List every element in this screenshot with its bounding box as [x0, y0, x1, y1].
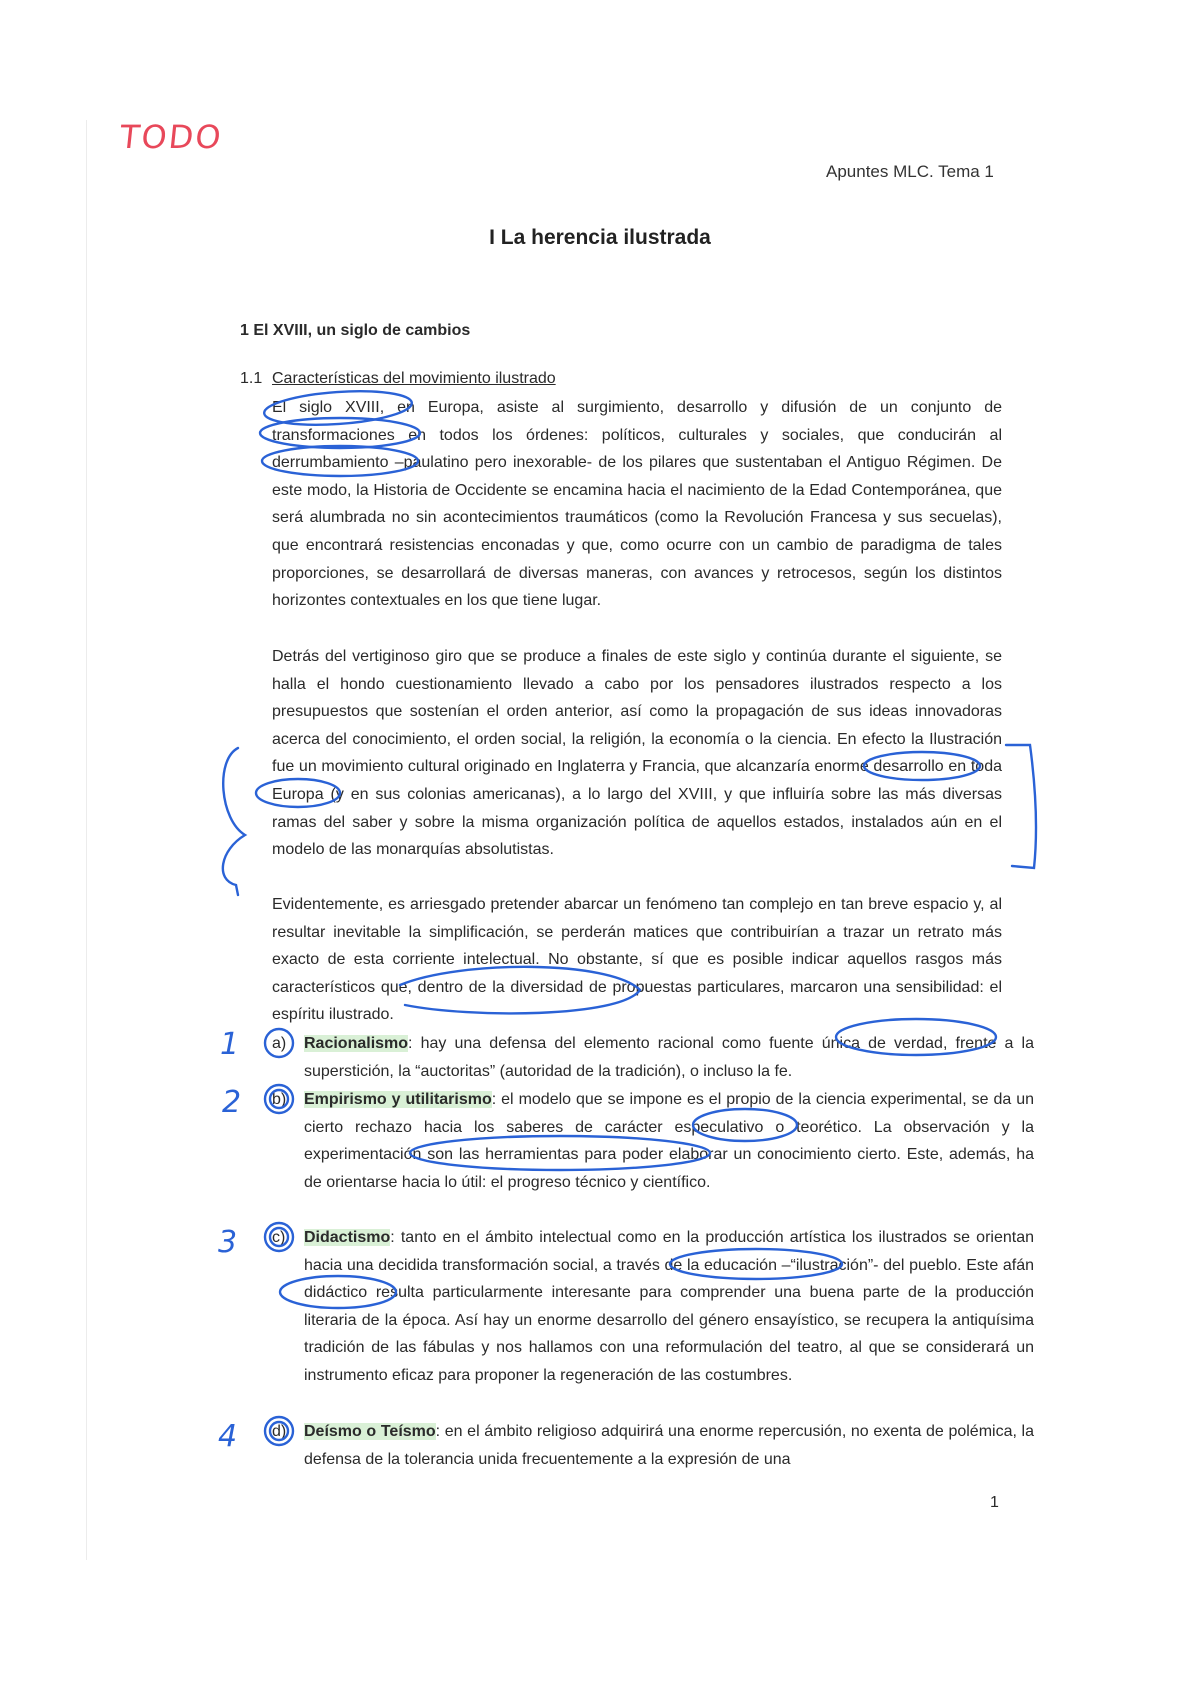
list-letter: a)	[272, 1035, 287, 1052]
running-header: Apuntes MLC. Tema 1	[826, 162, 994, 181]
list-term: Empirismo y utilitarismo	[304, 1091, 492, 1108]
list-letter: c)	[272, 1229, 286, 1246]
list-term: Racionalismo	[304, 1035, 409, 1052]
list-letter: b)	[272, 1091, 287, 1108]
section-heading: 1 El XVIII, un siglo de cambios	[240, 322, 471, 339]
margin-number-1: 1	[220, 1027, 240, 1062]
list-text: : tanto en el ámbito intelectual como en la producción artística los ilustrados se orientan hacia una decidida transformación social, a través de la educación –“ilustración”- del pueblo. Este afán didáctico resulta particularmente interesante para comprender una buena parte de la producción literaria de la época. Así hay un enorme desarrollo del género ensayístico, se recupera la antiquísima tradición de las fábulas y nos hallamos con una reformulación del teatro, al que se considerará un instrumento eficaz para proponer la regeneración de las costumbres.	[304, 1229, 1034, 1384]
list-letter: d)	[272, 1423, 287, 1440]
list-item-empirismo	[272, 1086, 1034, 1196]
margin-number-2: 2	[222, 1085, 242, 1120]
margin-number-4: 4	[218, 1419, 238, 1454]
paragraph-2: Detrás del vertiginoso giro que se produce a finales de este siglo y continúa durante el siguiente, se halla el hondo cuestionamiento llevado a cabo por los pensadores ilustrados respecto a los presupuestos que sostenían el orden anterior, así como la propagación de sus ideas innovadoras acerca del conocimiento, el orden social, la religión, la economía o la ciencia. En efecto la Ilustración fue un movimiento cultural originado en Inglaterra y Francia, que alcanzaría enorme desarrollo en toda Europa (y en sus colonias americanas), a lo largo del XVIII, y que influiría sobre las más diversas ramas del saber y sobre la misma organización política de aquellos estados, instalados aún en el modelo de las monarquías absolutistas.	[272, 648, 1002, 859]
list-item-racionalismo	[272, 1030, 1034, 1085]
margin-number-3: 3	[218, 1225, 238, 1260]
list-item-deismo	[272, 1418, 1034, 1473]
list-term: Deísmo o Teísmo	[304, 1423, 436, 1440]
document-title: I La herencia ilustrada	[489, 226, 711, 249]
paragraph-3: Evidentemente, es arriesgado pretender abarcar un fenómeno tan complejo en tan breve espacio y, al resultar inevitable la simplificación, se perderán matices que contribuirían a trazar un retrato más exacto de esta corriente intelectual. No obstante, sí que es posible indicar aquellos rasgos más característicos que, dentro de la diversidad de propuestas particulares, marcaron una sensibilidad: el espíritu ilustrado.	[272, 896, 1002, 1024]
list-text: : el modelo que se impone es el propio de la ciencia experimental, se da un cierto rechazo hacia los saberes de carácter especulativo o teorético. La observación y la experimentación son las herramientas para poder elaborar un conocimiento cierto. Este, además, ha de orientarse hacia lo útil: el progreso técnico y científico.	[304, 1091, 1035, 1191]
page-number: 1	[990, 1494, 999, 1511]
list-text: : en el ámbito religioso adquirirá una enorme repercusión, no exenta de polémica, la defensa de la tolerancia unida frecuentemente a la expresión de una	[304, 1423, 1035, 1468]
subsection-heading	[240, 370, 556, 388]
handwritten-todo-note: TODO	[118, 118, 225, 156]
paragraph-1: El siglo XVIII, en Europa, asiste al surgimiento, desarrollo y difusión de un conjunto de transformaciones en todos los órdenes: políticos, culturales y sociales, que conducirán al derrumbamiento –paulatino pero inexorable- de los pilares que sustentaban el Antiguo Régimen. De este modo, la Historia de Occidente se encamina hacia el nacimiento de la Edad Contemporánea, que será alumbrada no sin acontecimientos traumáticos (como la Revolución Francesa y sus secuelas), que encontrará resistencias enconadas y que, como ocurre con un cambio de paradigma de tales proporciones, se desarrollará de diversas maneras, con avances y retrocesos, según los distintos horizontes contextuales en los que tiene lugar.	[272, 399, 1002, 610]
subsection-label: Características del movimiento ilustrado	[272, 370, 556, 387]
list-text: : hay una defensa del elemento racional como fuente única de verdad, frente a la superstición, la “auctoritas” (autoridad de la tradición), o incluso la fe.	[304, 1035, 1034, 1080]
subsection-number: 1.1	[240, 370, 263, 387]
list-item-didactismo	[272, 1224, 1034, 1390]
list-term: Didactismo	[304, 1229, 391, 1246]
